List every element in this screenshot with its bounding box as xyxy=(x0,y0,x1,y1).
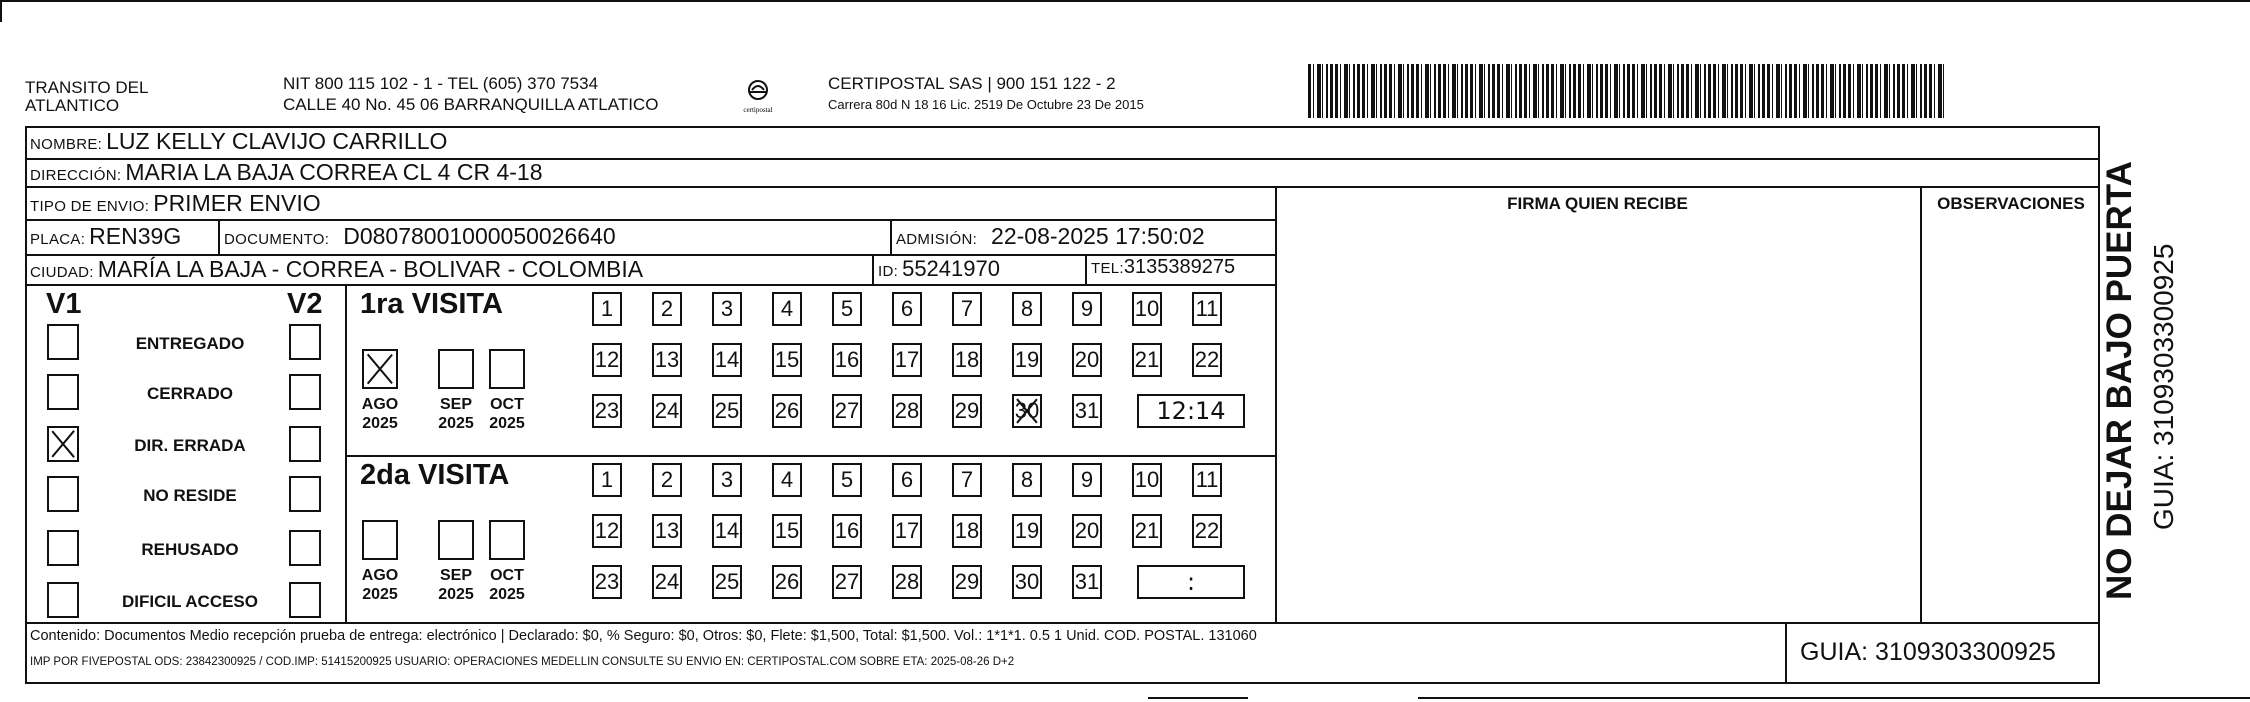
phone-cell xyxy=(1091,256,1235,279)
month-year-label: 2025 xyxy=(362,415,398,432)
day-box[interactable]: 21 xyxy=(1132,514,1162,548)
admission-value: 22-08-2025 17:50:02 xyxy=(991,223,1205,249)
visit-title: 1ra VISITA xyxy=(360,288,503,320)
admission-cell xyxy=(896,223,1205,250)
day-box[interactable]: 5 xyxy=(832,292,862,326)
rule-status-visits xyxy=(345,284,347,622)
v2-label: V2 xyxy=(287,288,323,320)
type-row xyxy=(30,190,321,217)
day-box[interactable]: 19 xyxy=(1012,343,1042,377)
month-checkbox[interactable] xyxy=(438,520,474,560)
v2-checkbox[interactable] xyxy=(289,374,321,410)
day-box[interactable]: 20 xyxy=(1072,343,1102,377)
rule-footer xyxy=(25,622,2100,624)
month-year-label: 2025 xyxy=(489,415,525,432)
day-box[interactable]: 25 xyxy=(712,565,742,599)
page-top-edge xyxy=(0,0,2250,2)
month-checkbox[interactable] xyxy=(362,520,398,560)
day-box[interactable]: 22 xyxy=(1192,514,1222,548)
day-box[interactable]: 16 xyxy=(832,343,862,377)
day-box[interactable]: 20 xyxy=(1072,514,1102,548)
v1-checkbox[interactable] xyxy=(47,476,79,512)
day-box[interactable]: 1 xyxy=(592,292,622,326)
day-box[interactable]: 11 xyxy=(1192,292,1222,326)
day-box[interactable]: 16 xyxy=(832,514,862,548)
certipostal-logo-icon xyxy=(735,74,781,124)
day-box[interactable]: 10 xyxy=(1132,463,1162,497)
id-cell xyxy=(878,256,1000,282)
v1-checkbox[interactable] xyxy=(47,582,79,618)
month-label: AGO xyxy=(361,567,399,584)
document-value: D08078001000050026640 xyxy=(343,223,616,249)
phone-label: TEL: xyxy=(1091,260,1124,277)
day-box[interactable]: 15 xyxy=(772,343,802,377)
month-checkbox[interactable] xyxy=(489,349,525,389)
side-warning: NO DEJAR BAJO PUERTA xyxy=(2100,161,2139,600)
day-box[interactable]: 14 xyxy=(712,514,742,548)
rule-id-tel xyxy=(1085,254,1087,284)
document-cell xyxy=(224,223,616,250)
day-box[interactable]: 18 xyxy=(952,514,982,548)
day-box[interactable]: 5 xyxy=(832,463,862,497)
day-box[interactable]: 7 xyxy=(952,463,982,497)
day-box[interactable]: 9 xyxy=(1072,292,1102,326)
status-label: DIFICIL ACCESO xyxy=(121,592,258,611)
plate-cell xyxy=(30,223,181,250)
month-checkbox[interactable] xyxy=(489,520,525,560)
document-label: DOCUMENTO: xyxy=(224,231,330,248)
day-box[interactable]: 2 xyxy=(652,463,682,497)
day-box[interactable]: 8 xyxy=(1012,292,1042,326)
day-box[interactable]: 24 xyxy=(652,394,682,428)
day-box[interactable]: 12 xyxy=(592,514,622,548)
recipient-name: LUZ KELLY CLAVIJO CARRILLO xyxy=(106,128,448,154)
org-name-line2: ATLANTICO xyxy=(25,96,120,115)
courier-line: CERTIPOSTAL SAS | 900 151 122 - 2 xyxy=(828,74,1116,93)
address-row xyxy=(30,159,543,186)
day-box[interactable]: 2 xyxy=(652,292,682,326)
id-value: 55241970 xyxy=(902,256,1000,281)
month-year-label: 2025 xyxy=(438,586,474,603)
footer-guide-number: GUIA: 3109303300925 xyxy=(1800,638,2056,666)
day-box[interactable]: 31 xyxy=(1072,394,1102,428)
day-box[interactable]: 26 xyxy=(772,394,802,428)
bottom-scan-line-right xyxy=(1418,697,2250,699)
v1-label: V1 xyxy=(46,288,82,320)
day-box[interactable]: 7 xyxy=(952,292,982,326)
day-box[interactable]: 1 xyxy=(592,463,622,497)
day-box[interactable]: 3 xyxy=(712,463,742,497)
visit-time-box[interactable]: 12:14 xyxy=(1137,394,1245,428)
day-box[interactable]: 25 xyxy=(712,394,742,428)
nit-line: NIT 800 115 102 - 1 - TEL (605) 370 7534 xyxy=(283,74,599,93)
day-box[interactable]: 28 xyxy=(892,565,922,599)
status-label: NO RESIDE xyxy=(143,486,237,505)
day-box[interactable]: 24 xyxy=(652,565,682,599)
day-box[interactable]: 15 xyxy=(772,514,802,548)
month-label: SEP xyxy=(439,396,472,413)
month-label: AGO xyxy=(361,396,399,413)
day-box[interactable]: 28 xyxy=(892,394,922,428)
month-checkbox[interactable] xyxy=(438,349,474,389)
day-box[interactable]: 12 xyxy=(592,343,622,377)
day-box[interactable]: 4 xyxy=(772,463,802,497)
status-label: CERRADO xyxy=(147,384,233,403)
day-box[interactable]: 17 xyxy=(892,343,922,377)
day-box[interactable]: 14 xyxy=(712,343,742,377)
day-box[interactable]: 8 xyxy=(1012,463,1042,497)
day-box[interactable]: 30 xyxy=(1012,565,1042,599)
city-label: CIUDAD: xyxy=(30,264,94,281)
org-name-line1: TRANSITO DEL xyxy=(25,78,149,97)
month-year-label: 2025 xyxy=(362,586,398,603)
address-label: DIRECCIÓN: xyxy=(30,167,122,184)
v2-checkbox[interactable] xyxy=(289,530,321,566)
bottom-scan-line-left xyxy=(1148,697,1248,699)
recipient-address: MARIA LA BAJA CORREA CL 4 CR 4-18 xyxy=(125,159,543,185)
observations-header: OBSERVACIONES xyxy=(1937,194,2085,213)
shipment-type: PRIMER ENVIO xyxy=(153,190,321,216)
month-year-label: 2025 xyxy=(438,415,474,432)
shipment-type-label: TIPO DE ENVIO: xyxy=(30,198,150,215)
day-box[interactable]: 10 xyxy=(1132,292,1162,326)
day-box[interactable]: 29 xyxy=(952,394,982,428)
day-box[interactable]: 6 xyxy=(892,292,922,326)
day-box[interactable]: 18 xyxy=(952,343,982,377)
day-box[interactable]: 13 xyxy=(652,343,682,377)
month-label: OCT xyxy=(490,567,524,584)
day-box[interactable]: 9 xyxy=(1072,463,1102,497)
month-checkbox[interactable] xyxy=(362,349,398,389)
v1-checkbox[interactable] xyxy=(47,324,79,360)
v1-checkbox[interactable] xyxy=(47,530,79,566)
v2-checkbox[interactable] xyxy=(289,426,321,462)
month-label: SEP xyxy=(439,567,472,584)
day-box[interactable]: 27 xyxy=(832,394,862,428)
side-guide-number: GUIA: 3109303300925 xyxy=(2148,243,2179,530)
logo-text: certipostal xyxy=(743,106,773,114)
plate-value: REN39G xyxy=(89,223,182,249)
day-box[interactable]: 26 xyxy=(772,565,802,599)
admission-label: ADMISIÓN: xyxy=(896,231,978,248)
rule-visits xyxy=(345,455,1275,457)
name-label: NOMBRE: xyxy=(30,136,103,153)
rule-footer-guide xyxy=(1785,622,1787,684)
visit-title: 2da VISITA xyxy=(360,459,510,491)
rule-city-id xyxy=(872,254,874,284)
license-line: Carrera 80d N 18 16 Lic. 2519 De Octubre 23 De 2015 xyxy=(828,97,1144,112)
day-box[interactable]: 23 xyxy=(592,565,622,599)
day-box[interactable]: 31 xyxy=(1072,565,1102,599)
rule-plate-doc xyxy=(218,219,220,254)
v1-checkbox[interactable] xyxy=(47,374,79,410)
day-box[interactable]: 6 xyxy=(892,463,922,497)
day-box[interactable]: 17 xyxy=(892,514,922,548)
day-box[interactable]: 4 xyxy=(772,292,802,326)
day-box[interactable]: 23 xyxy=(592,394,622,428)
rule-obs-left xyxy=(1920,186,1922,622)
status-label: DIR. ERRADA xyxy=(134,436,246,455)
rule-doc-adm xyxy=(890,219,892,254)
page-left-edge xyxy=(0,0,2,22)
day-box[interactable]: 21 xyxy=(1132,343,1162,377)
month-label: OCT xyxy=(490,396,524,413)
footer-print-line: IMP POR FIVEPOSTAL ODS: 23842300925 / COD.IMP: 51415200925 USUARIO: OPERACIONES MEDELLIN CONSULTE SU ENVIO EN: CERTIPOSTAL.COM SOBRE ETA: 2025-08-26 D+2 xyxy=(30,656,1015,668)
visit-time-box[interactable]: : xyxy=(1137,565,1245,599)
rule-type xyxy=(25,219,1275,221)
v2-checkbox[interactable] xyxy=(289,476,321,512)
day-box[interactable]: 27 xyxy=(832,565,862,599)
signature-header: FIRMA QUIEN RECIBE xyxy=(1507,194,1688,213)
month-year-label: 2025 xyxy=(489,586,525,603)
v2-checkbox[interactable] xyxy=(289,324,321,360)
day-box[interactable]: 3 xyxy=(712,292,742,326)
day-box[interactable]: 11 xyxy=(1192,463,1222,497)
name-row xyxy=(30,128,447,155)
rule-address xyxy=(25,186,2100,188)
status-label: REHUSADO xyxy=(141,540,239,559)
rule-signature-left xyxy=(1275,186,1277,622)
city-cell xyxy=(30,256,643,283)
barcode xyxy=(1308,64,1946,118)
footer-content-line: Contenido: Documentos Medio recepción prueba de entrega: electrónico | Declarado: $0, % Seguro: $0, Otros: $0, Flete: $1,500, Total: $1,500. Vol.: 1*1*1. 0.5 1 Unid. COD. POSTAL. 131060 xyxy=(30,628,1257,644)
v2-checkbox[interactable] xyxy=(289,582,321,618)
day-box[interactable]: 30 xyxy=(1012,394,1042,428)
day-box[interactable]: 29 xyxy=(952,565,982,599)
plate-label: PLACA: xyxy=(30,231,86,248)
status-label: ENTREGADO xyxy=(135,334,245,353)
day-box[interactable]: 19 xyxy=(1012,514,1042,548)
address-line: CALLE 40 No. 45 06 BARRANQUILLA ATLATICO xyxy=(283,95,659,114)
day-box[interactable]: 13 xyxy=(652,514,682,548)
id-label: ID: xyxy=(878,263,899,280)
rule-city xyxy=(25,284,1275,286)
phone-value: 3135389275 xyxy=(1123,256,1236,278)
day-box[interactable]: 22 xyxy=(1192,343,1222,377)
city-value: MARÍA LA BAJA - CORREA - BOLIVAR - COLOMBIA xyxy=(97,256,644,282)
v1-checkbox[interactable] xyxy=(47,426,79,462)
